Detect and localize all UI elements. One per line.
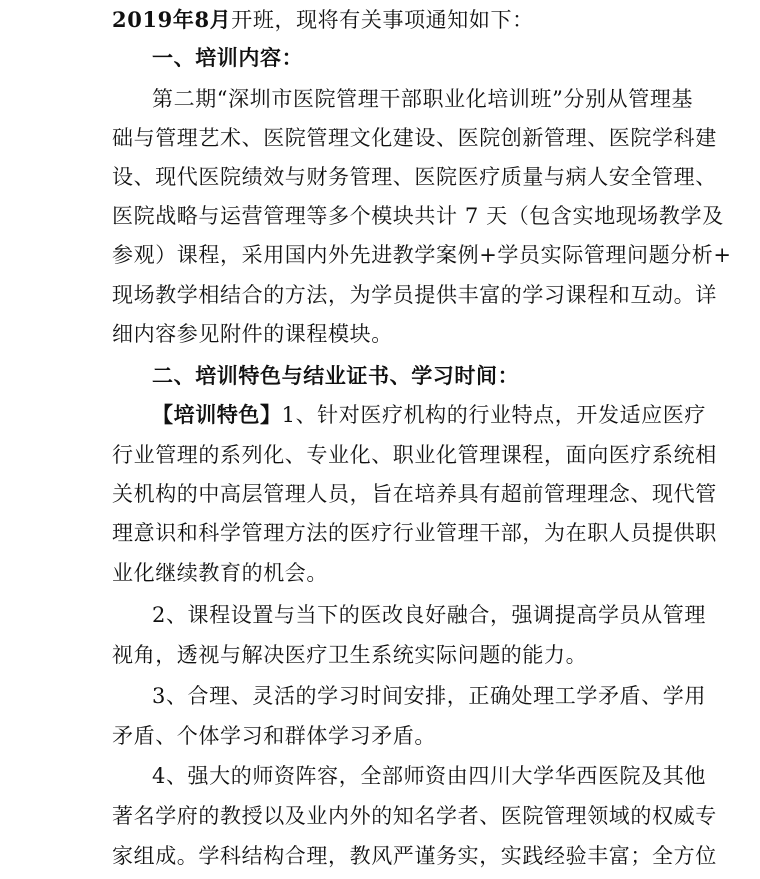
- paragraph-line: 关机构的中高层管理人员，旨在培养具有超前管理理念、现代管: [112, 482, 717, 506]
- paragraph-line: 理意识和科学管理方法的医疗行业管理干部，为在职人员提供职: [112, 521, 717, 545]
- paragraph-line: 业化继续教育的机会。: [112, 561, 328, 585]
- start-date: 2019年8月: [112, 7, 232, 32]
- section-1-heading: 一、培训内容：: [152, 45, 304, 70]
- paragraph-line: 2、课程设置与当下的医改良好融合，强调提高学员从管理: [152, 603, 706, 627]
- paragraph-line: 细内容参见附件的课程模块。: [112, 322, 393, 346]
- feature-1-first-line: [152, 395, 760, 435]
- intro-line: [112, 0, 760, 40]
- paragraph-line: 现场教学相结合的方法，为学员提供丰富的学习课程和互动。详: [112, 283, 717, 307]
- section-2-heading: 二、培训特色与结业证书、学习时间：: [152, 363, 520, 388]
- paragraph-line: 参观）课程，采用国内外先进教学案例+学员实际管理问题分析+: [112, 243, 732, 267]
- paragraph-line: 家组成。学科结构合理，教风严谨务实，实践经验丰富；全方位: [112, 844, 717, 868]
- paragraph-line: 础与管理艺术、医院管理文化建设、医院创新管理、医院学科建: [112, 126, 717, 150]
- paragraph-line: 设、现代医院绩效与财务管理、医院医疗质量与病人安全管理、: [112, 165, 717, 189]
- paragraph-line: 视角，透视与解决医疗卫生系统实际问题的能力。: [112, 643, 588, 667]
- feature-1-text: 1、针对医疗机构的行业特点，开发适应医疗: [281, 403, 706, 427]
- paragraph-line: 矛盾、个体学习和群体学习矛盾。: [112, 724, 436, 748]
- paragraph-line: 3、合理、灵活的学习时间安排，正确处理工学矛盾、学用: [152, 684, 706, 708]
- feature-label: 【培训特色】: [152, 402, 282, 427]
- paragraph-line: 医院战略与运营管理等多个模块共计 7 天（包含实地现场教学及: [112, 204, 724, 228]
- paragraph-line: 4、强大的师资阵容，全部师资由四川大学华西医院及其他: [152, 764, 706, 788]
- paragraph-line: 第二期“深圳市医院管理干部职业化培训班”分别从管理基: [152, 87, 694, 111]
- intro-text: 开班，现将有关事项通知如下：: [231, 8, 534, 32]
- paragraph-line: 行业管理的系列化、专业化、职业化管理课程，面向医疗系统相: [112, 443, 717, 467]
- paragraph-line: 著名学府的教授以及业内外的知名学者、医院管理领域的权威专: [112, 804, 717, 828]
